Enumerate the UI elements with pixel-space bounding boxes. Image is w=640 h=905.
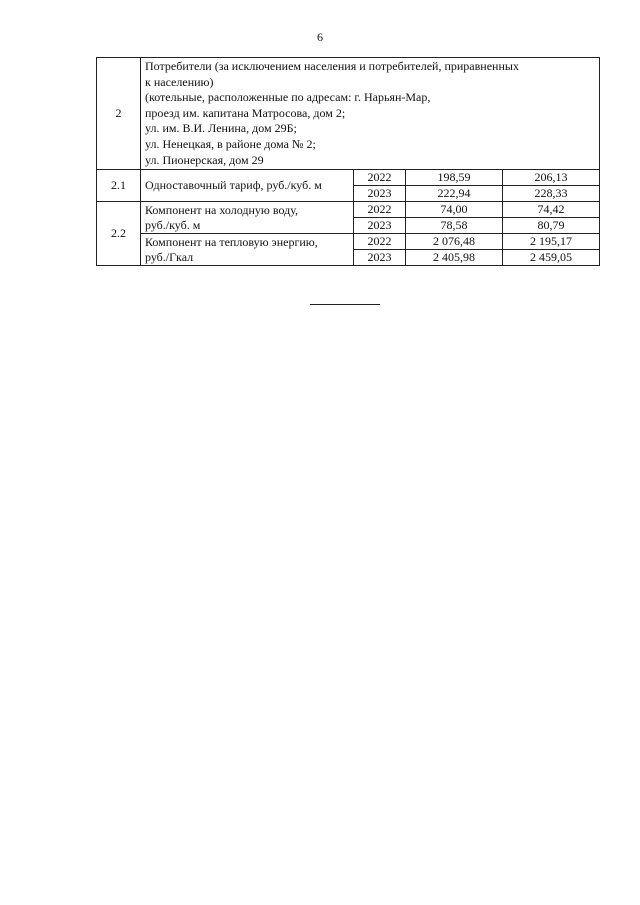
year-cell: 2022 (354, 202, 406, 218)
group-line: (котельные, расположенные по адресам: г. Нарьян-Мар, (145, 90, 431, 105)
group-line: Потребители (за исключением населения и потребителей, приравненных (145, 59, 519, 73)
year-cell: 2022 (354, 170, 406, 186)
value-cell: 74,00 (406, 202, 503, 218)
table-row-group-2 (97, 58, 600, 170)
year-cell: 2023 (354, 250, 406, 266)
value-cell: 2 195,17 (503, 234, 600, 250)
year-cell: 2023 (354, 186, 406, 202)
row-number: 2.2 (97, 202, 141, 266)
value-cell: 2 405,98 (406, 250, 503, 266)
value-cell: 2 076,48 (406, 234, 503, 250)
value-cell: 74,42 (503, 202, 600, 218)
group-line: проезд им. капитана Матросова, дом 2; (145, 105, 346, 120)
tariff-table (96, 57, 600, 266)
row-label (141, 234, 354, 266)
value-cell: 228,33 (503, 186, 600, 202)
year-cell: 2023 (354, 218, 406, 234)
label-line: Компонент на холодную воду, (145, 202, 299, 217)
value-cell: 198,59 (406, 170, 503, 186)
value-cell: 78,58 (406, 218, 503, 234)
group-line: ул. им. В.И. Ленина, дом 29Б; (145, 121, 297, 136)
label-line: руб./Гкал (145, 249, 194, 264)
group-number: 2 (97, 58, 141, 170)
row-label (141, 202, 354, 234)
table-row (97, 202, 600, 218)
table-row (97, 234, 600, 250)
page-number: 6 (317, 30, 323, 44)
group-line: ул. Пионерская, дом 29 (145, 152, 264, 167)
value-cell: 222,94 (406, 186, 503, 202)
group-description (141, 58, 600, 170)
year-cell: 2022 (354, 234, 406, 250)
separator-line (310, 304, 380, 305)
value-cell: 2 459,05 (503, 250, 600, 266)
group-line: к населению) (145, 74, 214, 89)
label-line: Компонент на тепловую энергию, (145, 234, 318, 249)
value-cell: 80,79 (503, 218, 600, 234)
row-label: Одноставочный тариф, руб./куб. м (141, 170, 354, 202)
row-number: 2.1 (97, 170, 141, 202)
value-cell: 206,13 (503, 170, 600, 186)
group-line: ул. Ненецкая, в районе дома № 2; (145, 136, 316, 151)
label-line: руб./куб. м (145, 217, 201, 232)
table-row (97, 170, 600, 186)
